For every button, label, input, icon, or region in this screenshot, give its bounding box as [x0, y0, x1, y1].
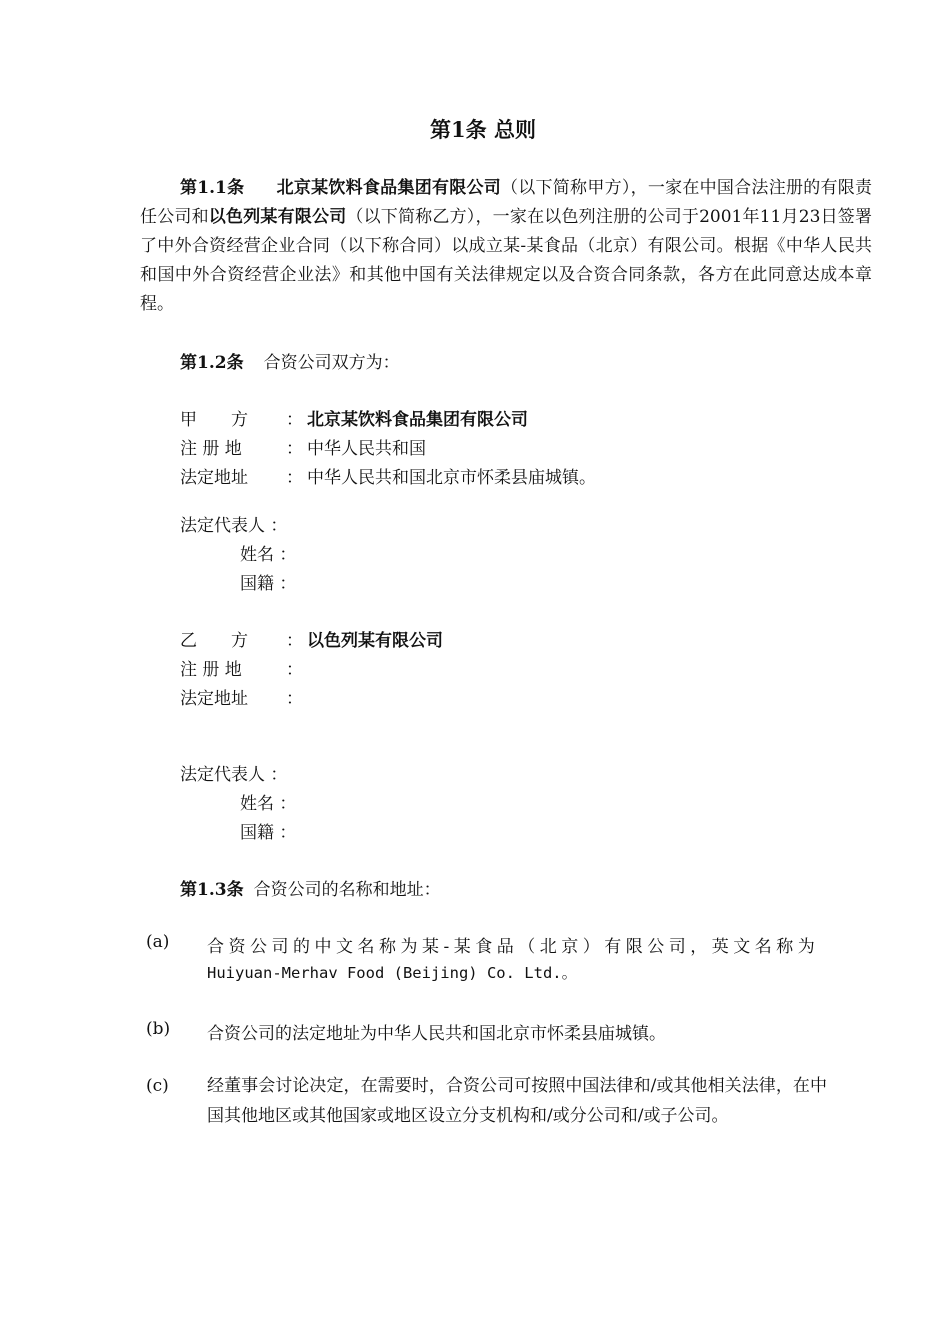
article-1-3-number: 第1.3条: [180, 880, 244, 900]
party-a-addr-colon: ：: [286, 468, 303, 488]
article-title: 第1条 总则: [430, 117, 536, 142]
article-1-2-number: 第1.2条: [180, 353, 244, 373]
party-b-label: 乙 方: [180, 631, 248, 651]
article-1-3: [180, 875, 441, 900]
party-b-value: 以色列某有限公司: [307, 631, 443, 651]
party-b-rep-label: 法定代表人 ：: [180, 765, 288, 785]
party-a-rep-label: 法定代表人 ：: [180, 516, 288, 536]
party-a-reg-label: 注 册 地: [180, 439, 242, 459]
party-b-rep-nationality: 国籍 ：: [240, 823, 297, 843]
article-1-1-text-1: （以下简称甲方），一家在中国合法注册的有限责任公司和: [140, 178, 872, 227]
party-a-addr-value: 中华人民共和国北京市怀柔县庙城镇。: [307, 468, 596, 488]
party-a-colon: ：: [286, 410, 303, 430]
article-1-1-number: 第1.1条: [180, 178, 245, 198]
article-1-2: [180, 348, 400, 373]
party-a-name: 北京某饮料食品集团有限公司: [276, 178, 502, 198]
party-b-reg-colon: ：: [286, 660, 303, 680]
article-1-1: [140, 174, 872, 319]
party-a-addr-label: 法定地址: [180, 468, 248, 488]
item-a-line-2: Huiyuan-Merhav Food (Beijing) Co. Ltd.。: [207, 964, 578, 982]
item-b-text: 合资公司的法定地址为中华人民共和国北京市怀柔县庙城镇。: [207, 1024, 666, 1044]
party-b-addr-colon: ：: [286, 689, 303, 709]
item-b-marker: (b): [146, 1019, 171, 1039]
article-1-1-text-2: （以下简称乙方），一家在以色列注册的公司于2001年11月23日签署了中外合资经营企业合同（以下称合同）以成立某-某食品（北京）有限公司。根据《中华人民共和国中外合资经营企业法》和其他中国有关法律规定以及合资合同条款，各方在此同意达成本章程。: [140, 207, 872, 314]
party-a-value: 北京某饮料食品集团有限公司: [307, 410, 528, 430]
article-1-3-text: 合资公司的名称和地址：: [253, 880, 441, 900]
item-a-line-1: 合资公司的中文名称为某-某食品（北京）有限公司，英文名称为: [207, 937, 820, 957]
party-a-rep-nationality: 国籍 ：: [240, 574, 297, 594]
party-a-rep-name: 姓名 ：: [240, 545, 297, 565]
party-a-label: 甲 方: [180, 410, 248, 430]
item-a-marker: (a): [146, 932, 170, 952]
article-1-2-text: 合资公司双方为：: [263, 353, 400, 373]
item-c-text: 经董事会讨论决定，在需要时，合资公司可按照中国法律和/或其他相关法律，在中国其他地区或其他国家或地区设立分支机构和/或分公司和/或子公司。: [207, 1076, 827, 1126]
party-b-name: 以色列某有限公司: [208, 207, 347, 227]
party-b-colon: ：: [286, 631, 303, 651]
party-b-reg-label: 注 册 地: [180, 660, 242, 680]
item-c-marker: (c): [146, 1076, 169, 1096]
party-a-reg-value: 中华人民共和国: [307, 439, 426, 459]
party-b-addr-label: 法定地址: [180, 689, 248, 709]
party-b-rep-name: 姓名 ：: [240, 794, 297, 814]
party-a-reg-colon: ：: [286, 439, 303, 459]
